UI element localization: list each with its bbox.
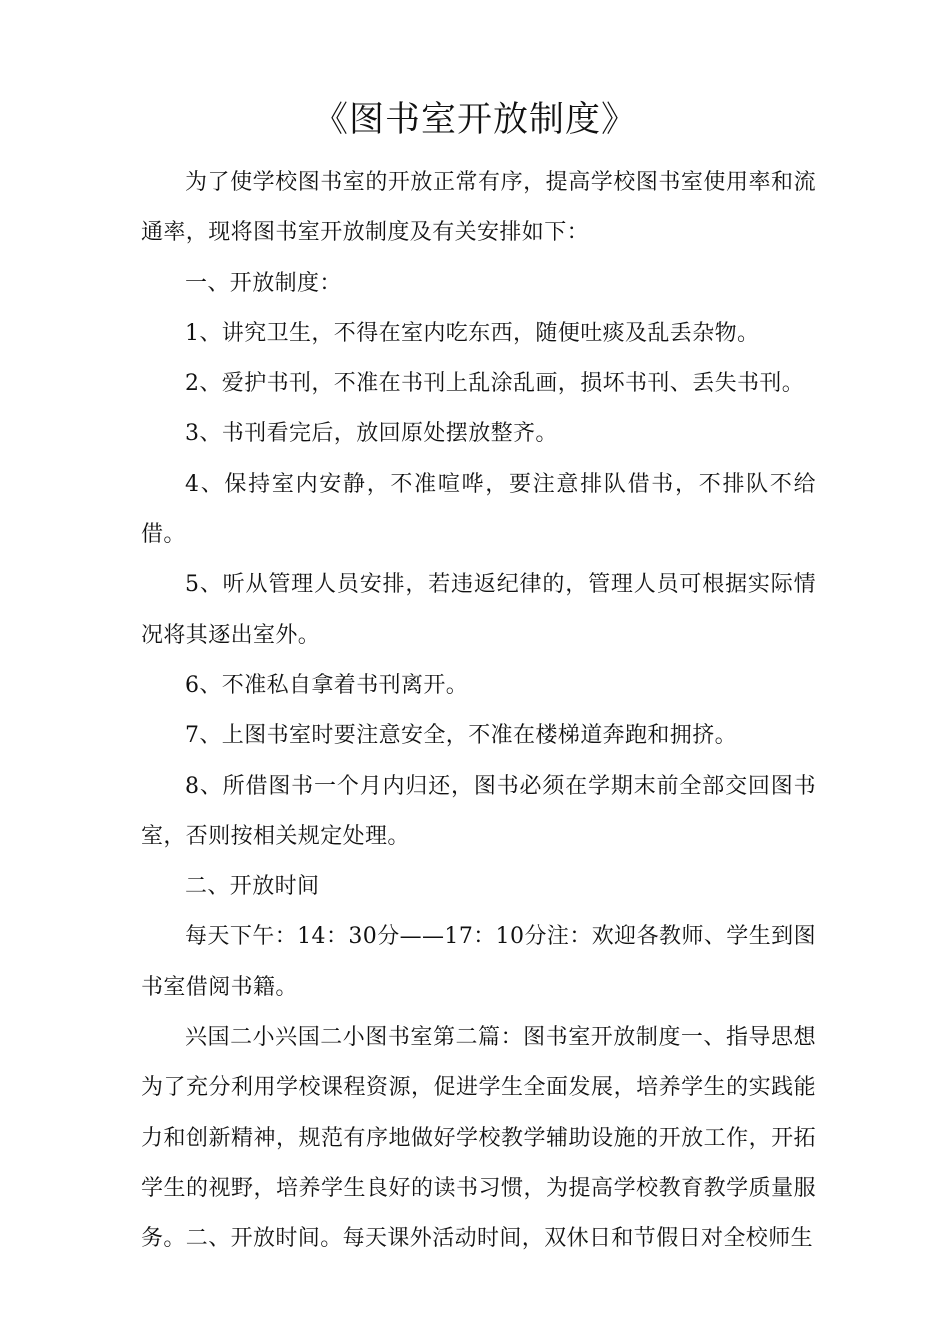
- document-body: [141, 158, 816, 1265]
- document-title: 《图书室开放制度》: [312, 100, 637, 140]
- section-heading-hours: 二、开放时间: [185, 874, 320, 900]
- rule-item-8: 8、所借图书一个月内归还，图书必须在学期末前全部交回图书室，否则按相关规定处理。: [141, 773, 816, 849]
- rule-item-1: 1、讲究卫生，不得在室内吃东西，随便吐痰及乱丢杂物。: [185, 320, 760, 346]
- rule-item-3: 3、书刊看完后，放回原处摆放整齐。: [185, 421, 558, 447]
- second-article-paragraph: 兴国二小兴国二小图书室第二篇：图书室开放制度一、指导思想为了充分利用学校课程资源，促进学生全面发展，培养学生的实践能力和创新精神，规范有序地做好学校教学辅助设施的开放工作，开拓学生的视野，培养学生良好的读书习惯，为提高学校教育教学质量服务。二、开放时间。每天课外活动时间，双休日和节假日对全校师生: [141, 1025, 816, 1252]
- rule-item-4: 4、保持室内安静，不准喧哗，要注意排队借书，不排队不给借。: [141, 471, 816, 548]
- rule-item-6: 6、不准私自拿着书刊离开。: [185, 672, 469, 698]
- section-heading-rules: 一、开放制度：: [185, 270, 342, 296]
- paragraph-intro: 为了使学校图书室的开放正常有序，提高学校图书室使用率和流通率，现将图书室开放制度及有关安排如下：: [141, 170, 816, 246]
- rule-item-2: 2、爱护书刊，不准在书刊上乱涂乱画，损坏书刊、丢失书刊。: [185, 371, 805, 397]
- rule-item-7: 7、上图书室时要注意安全，不准在楼梯道奔跑和拥挤。: [185, 723, 737, 749]
- rule-item-5: 5、听从管理人员安排，若违返纪律的，管理人员可根据实际情况将其逐出室外。: [141, 572, 816, 648]
- hours-paragraph: 每天下午：14：30分——17：10分注：欢迎各教师、学生到图书室借阅书籍。: [141, 924, 816, 1000]
